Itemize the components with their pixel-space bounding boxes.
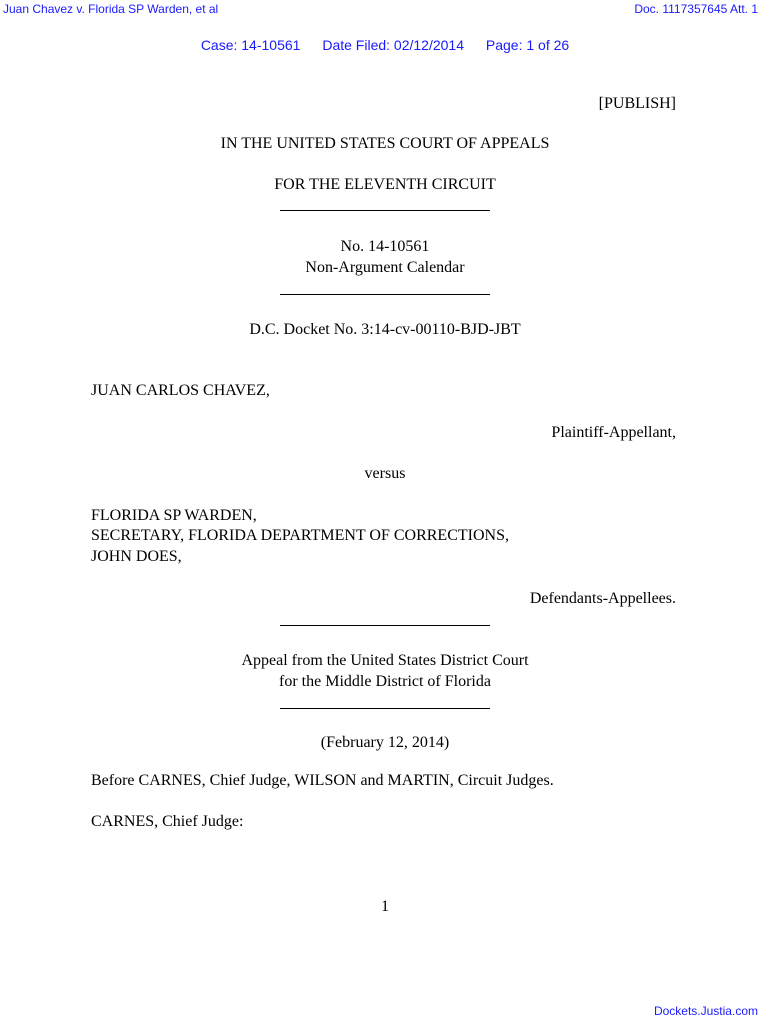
appeal-line2: for the Middle District of Florida — [279, 673, 491, 690]
plaintiff-role: Plaintiff-Appellant, — [551, 424, 676, 441]
case-number: No. 14-10561 — [340, 238, 430, 255]
stamp-case-number: Case: 14-10561 — [200, 37, 301, 53]
justia-source-link[interactable]: Dockets.Justia.com — [653, 1004, 758, 1018]
publish-tag: [PUBLISH] — [598, 95, 676, 112]
panel-judges: Before CARNES, Chief Judge, WILSON and MARTIN, Circuit Judges. — [91, 772, 554, 789]
stamp-page-count: Page: 1 of 26 — [485, 37, 570, 53]
opinion-author: CARNES, Chief Judge: — [91, 813, 244, 830]
filing-stamp — [0, 37, 770, 53]
versus-label: versus — [364, 465, 406, 482]
plaintiff-name: JUAN CARLOS CHAVEZ, — [91, 382, 270, 399]
page-number: 1 — [381, 898, 389, 915]
court-name-line2: FOR THE ELEVENTH CIRCUIT — [274, 176, 496, 193]
docket-number: D.C. Docket No. 3:14-cv-00110-BJD-JBT — [249, 321, 521, 338]
decision-date: (February 12, 2014) — [320, 734, 450, 751]
defendant-line: SECRETARY, FLORIDA DEPARTMENT OF CORRECTIONS, — [91, 527, 509, 544]
appeal-line1: Appeal from the United States District Court — [241, 652, 529, 669]
divider-rule — [280, 625, 490, 626]
court-name-line1: IN THE UNITED STATES COURT OF APPEALS — [220, 135, 550, 152]
defendant-line: JOHN DOES, — [91, 548, 182, 565]
defendant-line: FLORIDA SP WARDEN, — [91, 507, 257, 524]
defendant-role: Defendants-Appellees. — [529, 590, 676, 607]
calendar-type: Non-Argument Calendar — [305, 259, 465, 276]
doc-reference-link[interactable]: Doc. 1117357645 Att. 1 — [634, 2, 758, 16]
case-title-link[interactable]: Juan Chavez v. Florida SP Warden, et al — [3, 2, 219, 16]
divider-rule — [280, 708, 490, 709]
divider-rule — [280, 210, 490, 211]
divider-rule — [280, 294, 490, 295]
stamp-date-filed: Date Filed: 02/12/2014 — [322, 37, 464, 53]
